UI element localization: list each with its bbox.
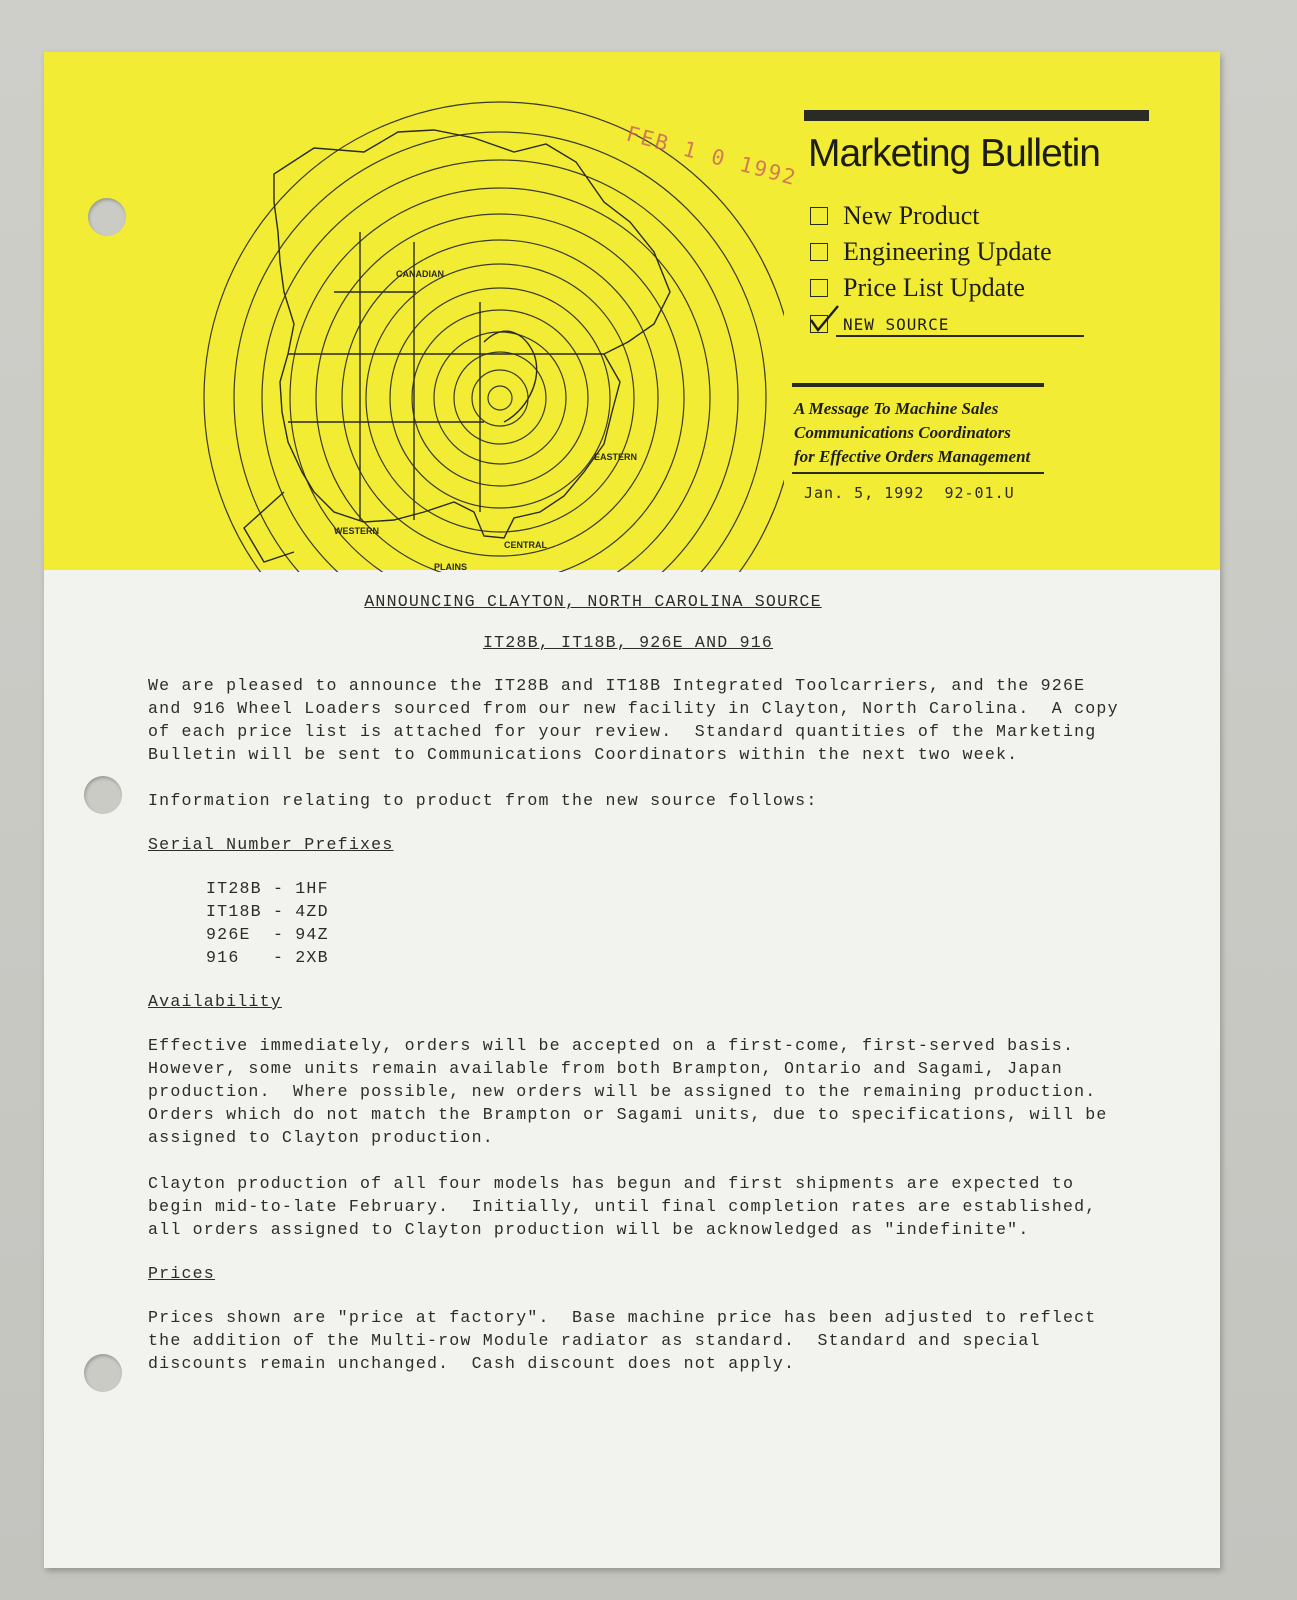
text-line: Information relating to product from the new source follows: [148,791,818,810]
list-item: 926E - 94Z [206,925,329,944]
region-label-plains: PLAINS [434,562,468,572]
bulletin-date-number [804,484,1015,502]
region-label-western: WESTERN [334,526,379,536]
message-line: Communications Coordinators [794,423,1011,442]
punch-hole [84,1354,122,1392]
list-item: 916 - 2XB [206,948,329,967]
info-paragraph [148,789,1168,812]
announcement-heading: ANNOUNCING CLAYTON, NORTH CAROLINA SOURCE [364,592,822,611]
punch-hole [88,198,126,236]
availability-paragraph [148,1034,1168,1149]
message-line: A Message To Machine Sales [794,399,999,418]
checkbox-price-list-update[interactable] [810,270,1052,306]
text-line: Prices shown are "price at factory". Base machine price has been adjusted to reflect [148,1308,1097,1327]
punch-hole [84,776,122,814]
message-rule-bottom [792,472,1044,474]
availability-heading: Availability [148,992,282,1011]
models-heading: IT28B, IT18B, 926E AND 916 [482,633,774,652]
title-rule [804,110,1149,121]
prices-heading: Prices [148,1264,215,1283]
checkbox-label: Engineering Update [843,237,1052,266]
text-line: Effective immediately, orders will be accepted on a first-come, first-served basis. [148,1036,1075,1055]
bulletin-type-checklist [810,198,1052,342]
bulletin-date: Jan. 5, 1992 [804,484,925,502]
text-line: We are pleased to announce the IT28B and IT18B Integrated Toolcarriers, and the 926E [148,676,1086,695]
prices-paragraph [148,1306,1168,1375]
text-line: discounts remain unchanged. Cash discount does not apply. [148,1354,796,1373]
audience-message [794,397,1030,469]
text-line: of each price list is attached for your review. Standard quantities of the Marketing [148,722,1097,741]
list-item: IT28B - 1HF [206,879,329,898]
region-label-canadian: CANADIAN [396,269,444,279]
checkbox-label: NEW SOURCE [843,314,950,334]
header-banner [44,52,1220,570]
text-line: all orders assigned to Clayton production will be acknowledged as "indefinite". [148,1220,1030,1239]
region-label-central: CENTRAL [504,540,547,550]
checkmark-icon [808,304,842,334]
message-line: for Effective Orders Management [794,447,1031,466]
north-america-map [184,92,784,572]
clayton-production-paragraph [148,1172,1168,1241]
checkbox-label: New Product [843,201,980,230]
page-title: Marketing Bulletin [808,132,1100,175]
checkbox-box[interactable] [810,207,828,225]
serial-prefixes-heading: Serial Number Prefixes [148,835,394,854]
serial-prefix-list [206,877,1168,969]
received-date-stamp: FEB 1 0 1992 [623,121,800,191]
bulletin-page [44,52,1220,1568]
text-line: However, some units remain available from both Brampton, Ontario and Sagami, Japan [148,1059,1063,1078]
checkbox-engineering-update[interactable] [810,234,1052,270]
list-item: IT18B - 4ZD [206,902,329,921]
checkbox-box[interactable] [810,243,828,261]
message-rule [792,383,1044,387]
text-line: assigned to Clayton production. [148,1128,494,1147]
text-line: Orders which do not match the Brampton or Sagami units, due to specifications, will be [148,1105,1108,1124]
bulletin-number: 92-01.U [944,484,1015,502]
intro-paragraph [148,674,1168,766]
text-line: Clayton production of all four models has begun and first shipments are expected to [148,1174,1075,1193]
region-label-eastern: EASTERN [594,452,638,462]
checkbox-new-product[interactable] [810,198,1052,234]
continent-outline [244,130,670,562]
typed-entry-underline [836,335,1084,337]
text-line: Bulletin will be sent to Communications Coordinators within the next two week. [148,745,1019,764]
checkbox-box[interactable] [810,279,828,297]
text-line: production. Where possible, new orders will be assigned to the remaining production. [148,1082,1097,1101]
text-line: the addition of the Multi-row Module radiator as standard. Standard and special [148,1331,1041,1350]
checkbox-label: Price List Update [843,273,1025,302]
checkbox-box-checked[interactable] [810,315,828,333]
bulletin-body [148,592,1168,1375]
text-line: begin mid-to-late February. Initially, until final completion rates are established, [148,1197,1097,1216]
text-line: and 916 Wheel Loaders sourced from our new facility in Clayton, North Carolina. A copy [148,699,1119,718]
